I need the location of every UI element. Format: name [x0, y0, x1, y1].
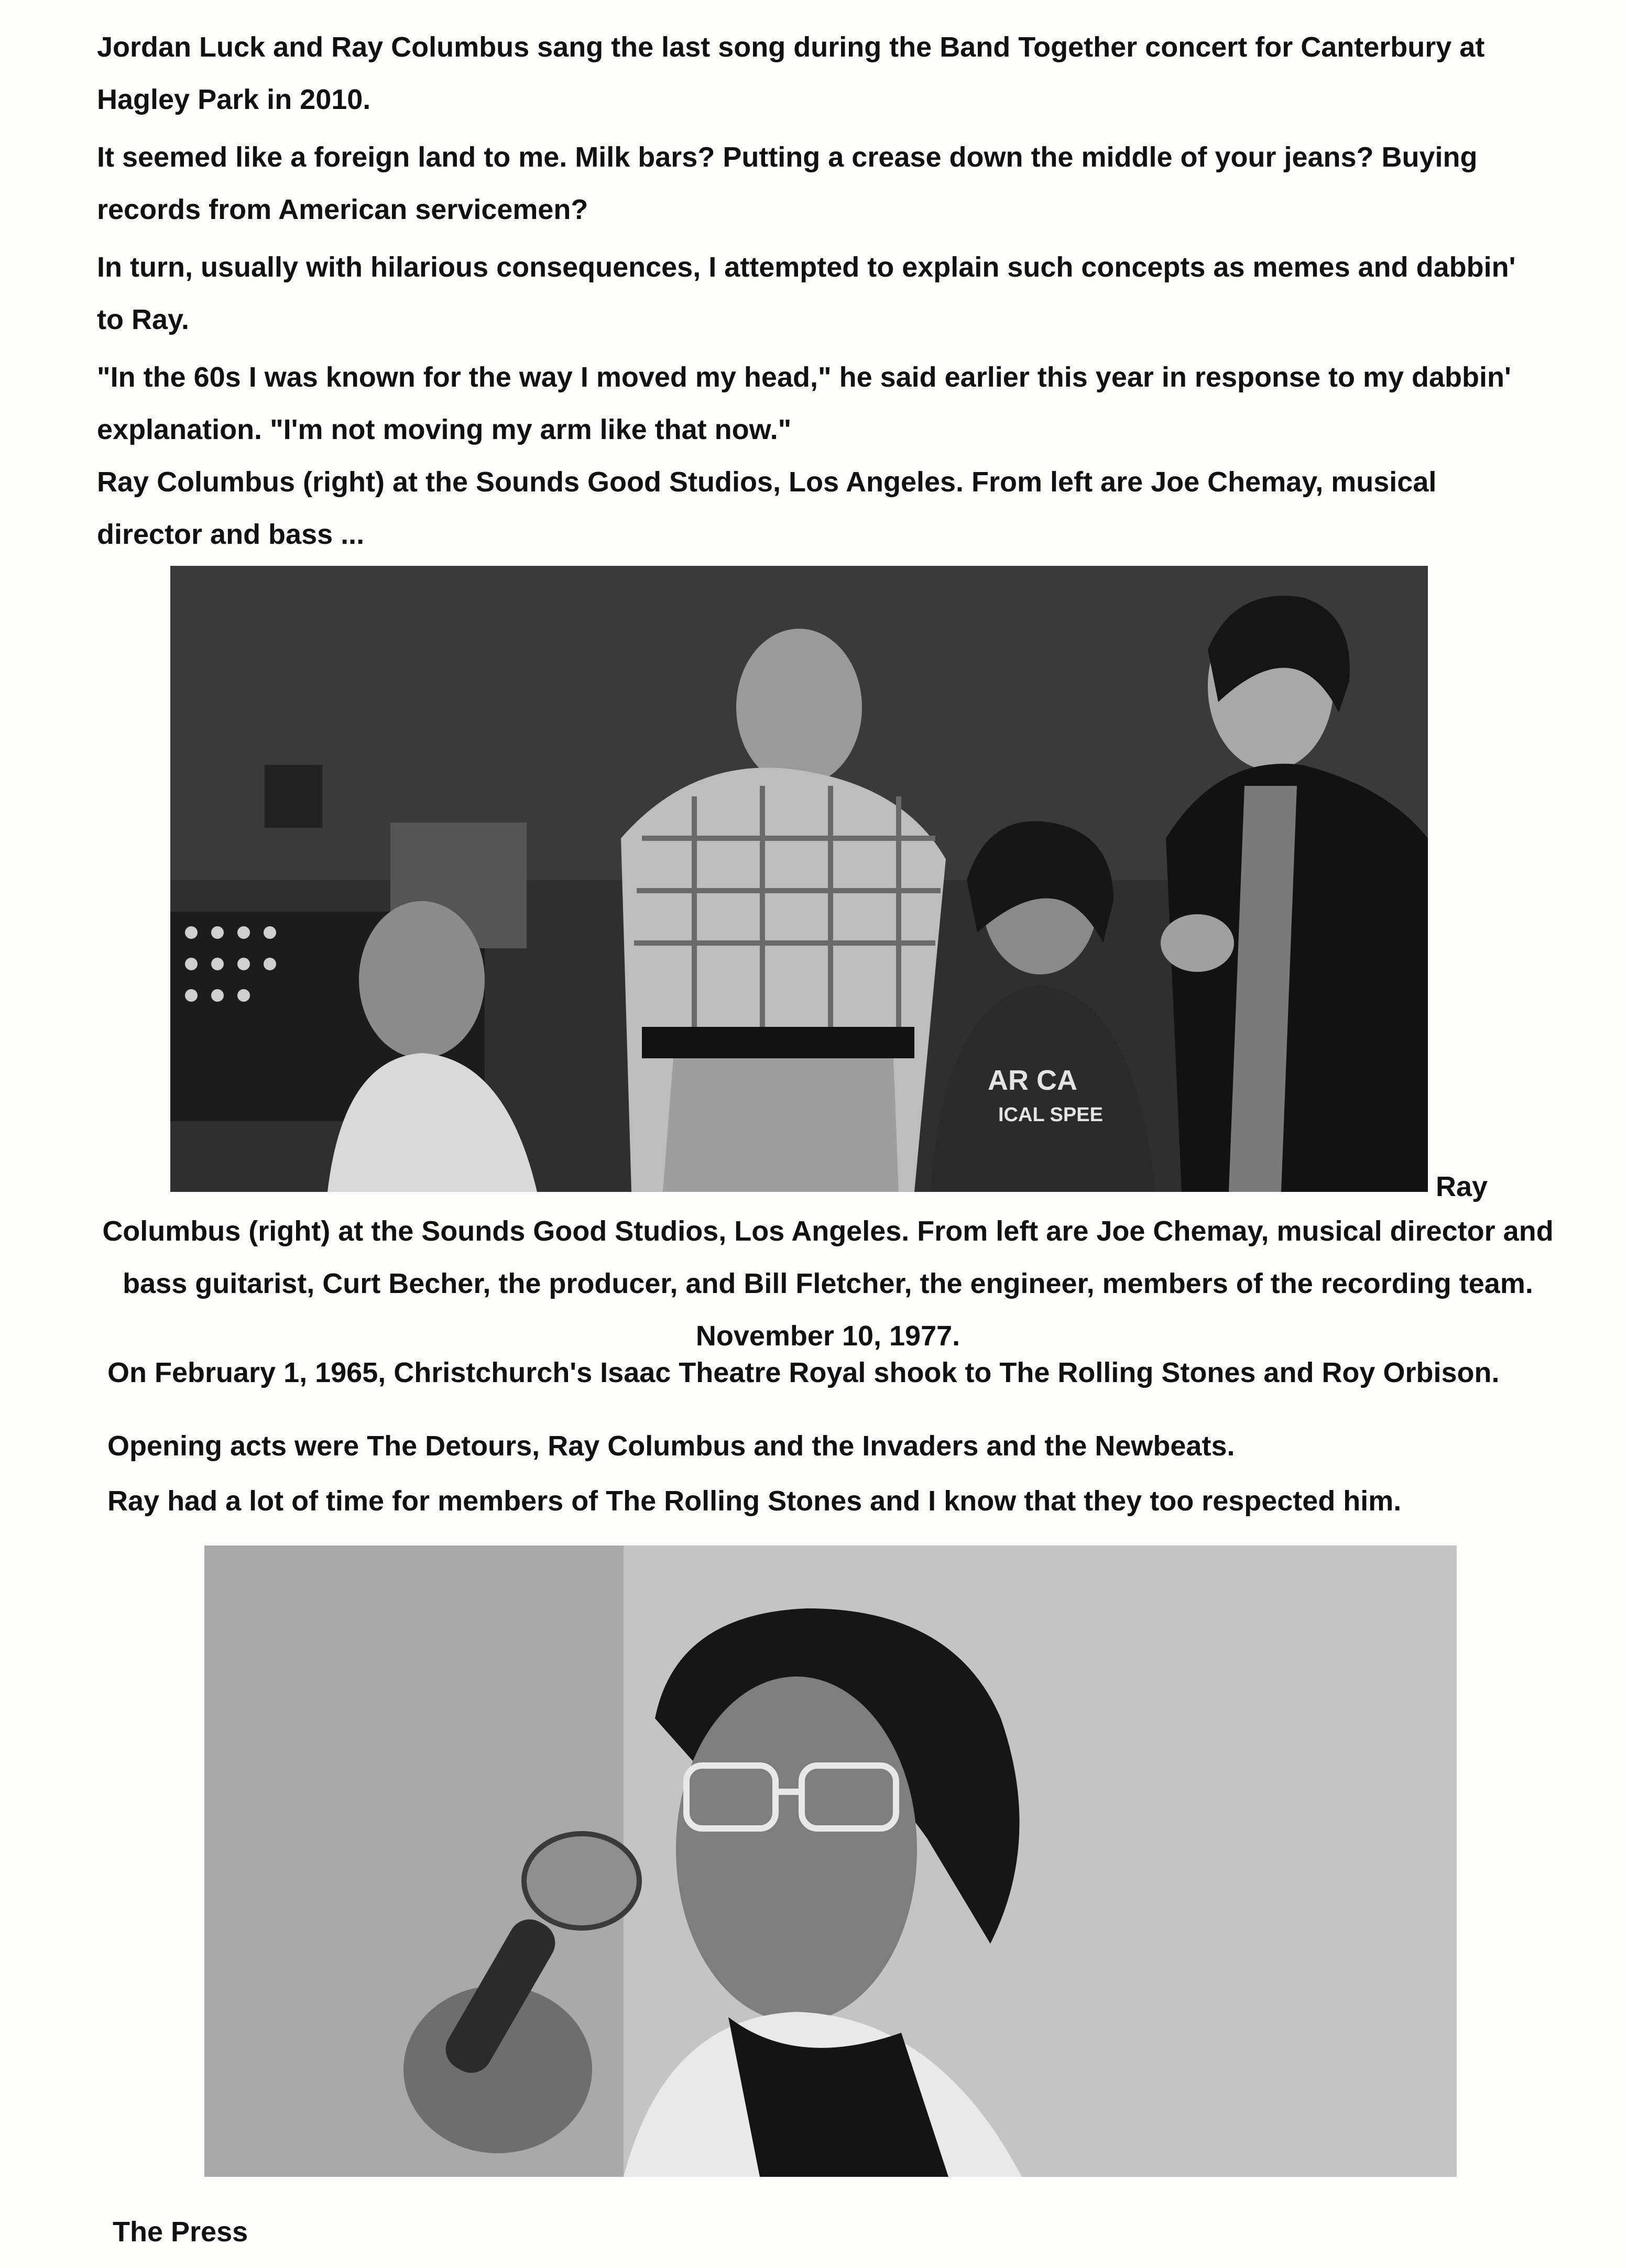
paragraph-band-together: Jordan Luck and Ray Columbus sang the last song during the Band Together concert for Canterbury at Hagley Park in 2010.	[97, 31, 1485, 115]
microphone-photo-illustration	[204, 1546, 1457, 2177]
studio-photo	[170, 566, 1428, 1192]
paragraph-60s-quote: "In the 60s I was known for the way I moved my head," he said earlier this year in response to my dabbin' explanation. "I'm not moving my arm like that now."	[97, 361, 1511, 445]
paragraph-foreign-land: It seemed like a foreign land to me. Milk bars? Putting a crease down the middle of your jeans? Buying records from American servicemen?	[97, 141, 1478, 225]
source-credit: The Press	[113, 2216, 248, 2248]
tshirt-print-line2: ICAL SPEE	[998, 1104, 1103, 1126]
photo-caption: Columbus (right) at the Sounds Good Studios, Los Angeles. From left are Joe Chemay, musical director and bass guitarist, Curt Becher, the producer, and Bill Fletcher, the engineer, members of the recording team. November 10, 1977.	[102, 1215, 1554, 1352]
paragraph-opening-acts: Opening acts were The Detours, Ray Columbus and the Invaders and the Newbeats.	[107, 1430, 1235, 1462]
microphone-photo	[204, 1546, 1457, 2177]
paragraph-caption-preview: Ray Columbus (right) at the Sounds Good Studios, Los Angeles. From left are Joe Chemay, musical director and bass ...	[97, 466, 1437, 550]
paragraph-memes: In turn, usually with hilarious consequences, I attempted to explain such concepts as memes and dabbin' to Ray.	[97, 251, 1516, 335]
tshirt-print-line1: AR CA	[988, 1065, 1077, 1096]
paragraph-respect: Ray had a lot of time for members of The Rolling Stones and I know that they too respected him.	[107, 1485, 1402, 1517]
caption-ray: Ray	[1436, 1171, 1488, 1202]
studio-photo-illustration	[170, 566, 1428, 1192]
paragraph-rolling-stones: On February 1, 1965, Christchurch's Isaac Theatre Royal shook to The Rolling Stones and Roy Orbison.	[107, 1357, 1500, 1388]
